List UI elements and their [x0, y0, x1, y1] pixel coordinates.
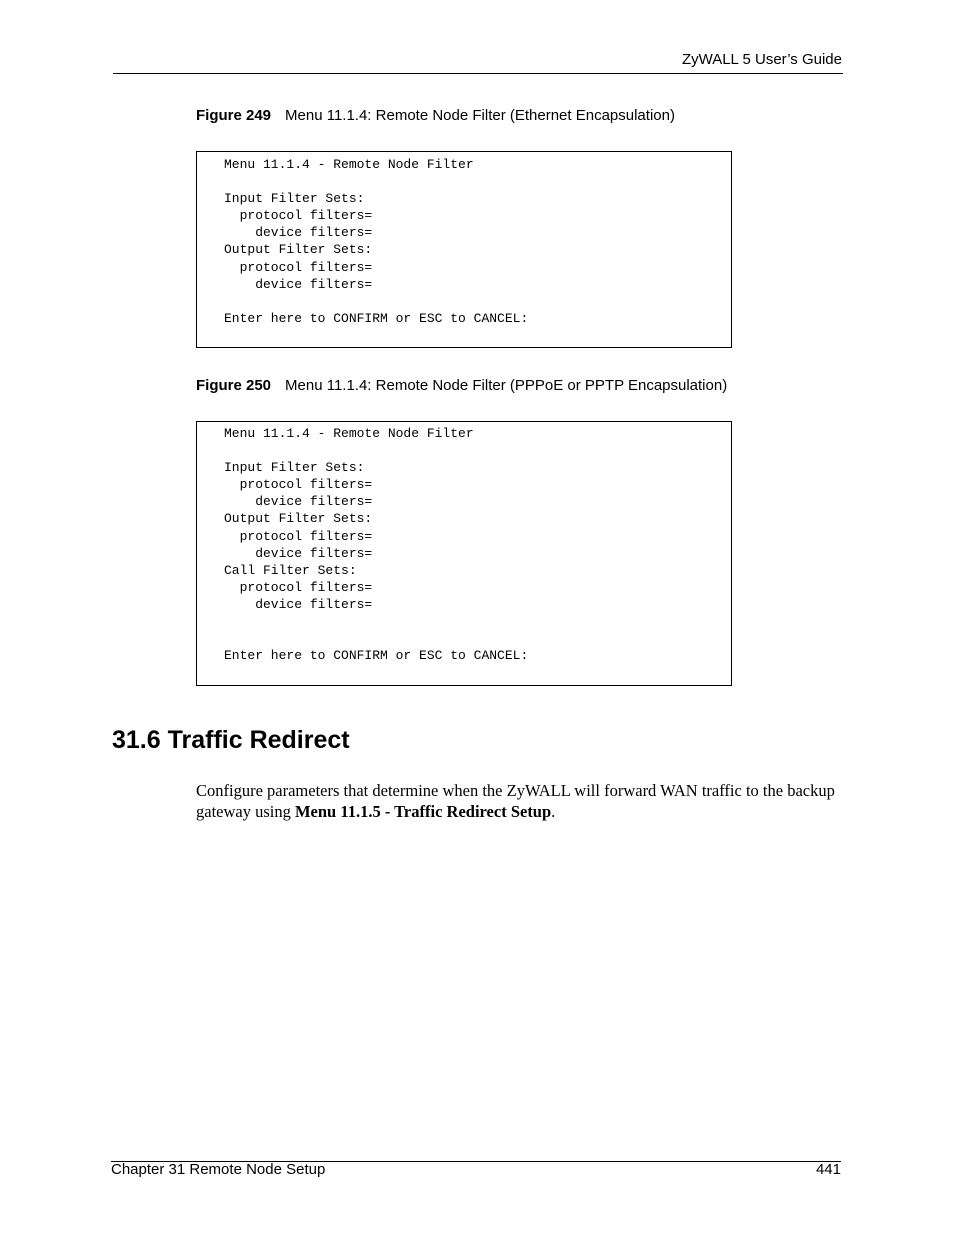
paragraph-tail: .: [551, 802, 556, 821]
figure-250-screen-text: Menu 11.1.4 - Remote Node Filter Input Filter Sets: protocol filters= device filters= Output Filter Sets: protocol filters= device filters= Call Filter Sets: protocol filters= device filters= Enter here to CONFIRM or ESC to CANCEL:: [224, 426, 529, 664]
paragraph-menu-reference: Menu 11.1.5 - Traffic Redirect Setup: [294, 802, 552, 821]
figure-250-screen: [196, 421, 732, 686]
figure-249-number: Figure 249: [196, 107, 272, 124]
figure-249-screen-text: Menu 11.1.4 - Remote Node Filter Input Filter Sets: protocol filters= device filters= Output Filter Sets: protocol filters= device filters= Enter here to CONFIRM or ESC to CANCEL:: [224, 157, 529, 326]
figure-249-caption: [196, 107, 675, 124]
figure-250-title: Menu 11.1.4: Remote Node Filter (PPPoE or PPTP Encapsulation): [285, 377, 728, 394]
footer-page-number: 441: [815, 1161, 841, 1178]
figure-249-screen: [196, 151, 732, 348]
section-paragraph: [196, 780, 836, 822]
figure-249-title: Menu 11.1.4: Remote Node Filter (Ethernet Encapsulation): [285, 107, 675, 124]
guide-title: ZyWALL 5 User’s Guide: [681, 51, 842, 68]
figure-250-caption: [196, 377, 727, 394]
paragraph-lead: Configure parameters that determine when the ZyWALL will forward WAN traffic to the backup gateway using: [196, 781, 835, 821]
header-rule: [113, 73, 843, 74]
footer-chapter: Chapter 31 Remote Node Setup: [111, 1161, 326, 1178]
section-heading: 31.6 Traffic Redirect: [112, 726, 350, 754]
figure-250-number: Figure 250: [196, 377, 272, 394]
